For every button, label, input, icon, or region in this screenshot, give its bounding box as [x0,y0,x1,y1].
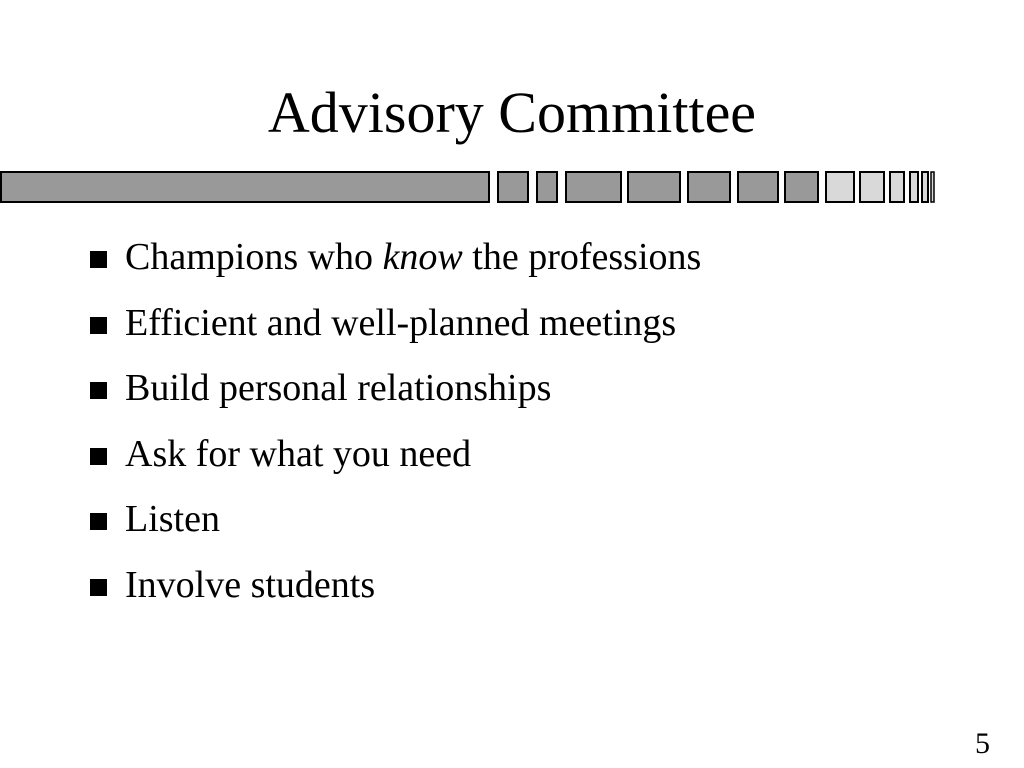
divider-light-block [860,172,884,202]
divider-light-block [931,172,934,202]
divider-block [785,172,818,202]
bullet-text-before: Champions who [125,236,383,278]
bullet-text-emphasis: know [382,236,463,278]
divider-block [688,172,730,202]
page-number: 5 [975,727,990,760]
divider-block [566,172,621,202]
filled-square-bullet-icon [90,448,107,465]
filled-square-bullet-icon [90,317,107,334]
divider-block [537,172,557,202]
divider-block [498,172,528,202]
bullet-text: Build personal relationships [125,367,552,409]
filled-square-bullet-icon [90,251,107,268]
bullet-text: Listen [125,498,220,540]
bullet-text-after: the professions [462,236,702,278]
divider-light-block [890,172,904,202]
slide-title: Advisory Committee [267,80,757,145]
decorative-divider-bar [0,169,940,205]
filled-square-bullet-icon [90,579,107,596]
divider-light-block [826,172,854,202]
bullet-text: Efficient and well-planned meetings [125,301,677,344]
filled-square-bullet-icon [90,382,107,399]
divider-block [738,172,778,202]
bullet-text: Ask for what you need [125,432,472,475]
filled-square-bullet-icon [90,513,107,530]
divider-light-block [922,172,928,202]
divider-long-segment [1,172,489,202]
divider-block [628,172,680,202]
divider-light-block [910,172,918,202]
bullet-text [125,232,701,282]
bullet-text: Involve students [125,563,376,606]
